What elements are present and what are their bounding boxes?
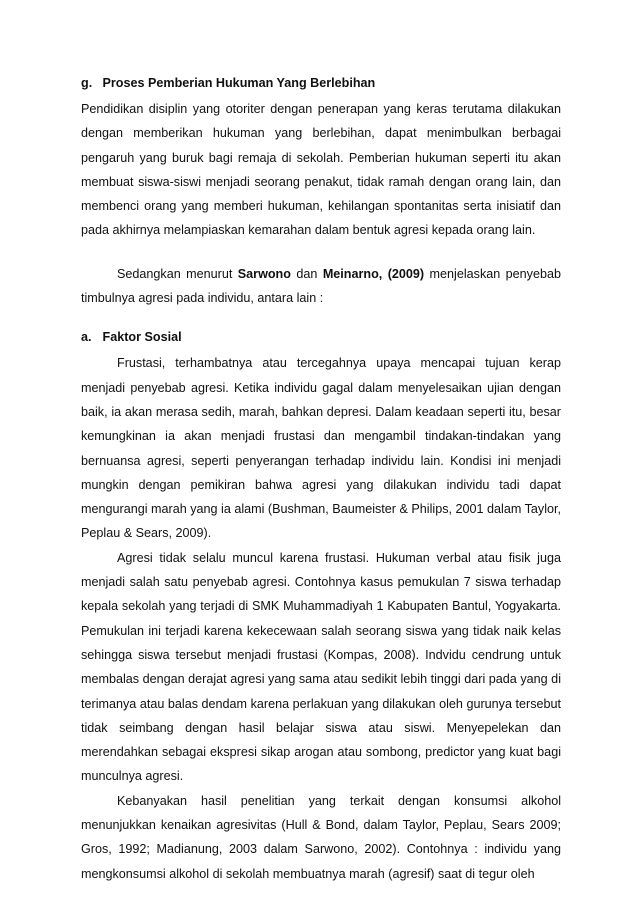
intro-author-sarwono: Sarwono xyxy=(237,266,291,281)
section-a-paragraph-2: Agresi tidak selalu muncul karena frustasi. Hukuman verbal atau fisik juga menjadi salah satu penyebab agresi. Contohnya kasus pemukulan 7 siswa terhadap kepala sekolah yang terjadi di SMK Muhammadiyah 1 Kabupaten Bantul, Yogyakarta. Pemukulan ini terjadi karena kekecewaan salah seorang siswa yang tidak naik kelas sehingga siswa tersebut menjadi frustasi (Kompas, 2008). Indvidu cendrung untuk membalas dengan derajat agresi yang sama atau sedikit lebih tinggi dari pada yang di terimanya atau balas dendam karena perlakuan yang dilakukan oleh gurunya tersebut tidak seimbang dengan hasil belajar siswa atau siswi. Menyepelekan dan merendahkan sebagai ekspresi sikap arogan atau sombong, predictor yang kuat bagi munculnya agresi. xyxy=(81,550,561,784)
intro-author-meinarno: Meinarno, (2009) xyxy=(322,266,425,281)
spacer xyxy=(81,243,561,262)
section-a-paragraph-3: Kebanyakan hasil penelitian yang terkait dengan konsumsi alkohol menunjukkan kenaikan agresivitas (Hull & Bond, dalam Taylor, Peplau, Sears 2009; Gros, 1992; Madianung, 2003 dalam Sarwono, 2002). Contohnya : individu yang mengkonsumsi alkohol di sekolah membuatnya marah (agresif) saat di tegur oleh xyxy=(81,793,561,881)
section-a-title: Faktor Sosial xyxy=(102,330,182,345)
intro-suffix: menjelaskan penyebab timbulnya agresi pada individu, antara lain : xyxy=(81,266,561,306)
document-page xyxy=(81,75,561,886)
section-a-paragraph-1: Frustasi, terhambatnya atau tercegahnya upaya mencapai tujuan kerap menjadi penyebab agresi. Ketika individu gagal dalam menyelesaikan ujian dengan baik, ia akan merasa sedih, marah, bahkan depresi. Dalam keadaan seperti itu, besar kemungkinan ia akan menjadi frustasi dan mengambil tindakan-tindakan yang bernuansa agresi, seperti penyerangan terhadap individu lain. Kondisi ini menjadi mungkin dengan pemikiran bahwa agresi yang dilakukan individu tadi dapat mengurangi marah yang ia alami (Bushman, Baumeister & Philips, 2001 dalam Taylor, Peplau & Sears, 2009). xyxy=(81,356,561,541)
intro-prefix: Sedangkan menurut xyxy=(117,266,238,281)
intro-paragraph xyxy=(81,262,561,311)
intro-connector: dan xyxy=(290,266,323,281)
section-g-paragraph: Pendidikan disiplin yang otoriter dengan penerapan yang keras terutama dilakukan dengan memberikan hukuman yang berlebihan, dapat menimbulkan berbagai pengaruh yang buruk bagi remaja di sekolah. Pemberian hukuman seperti itu akan membuat siswa-siswi menjadi seorang penakut, tidak ramah dengan orang lain, dan membenci orang yang memberi hukuman, kehilangan spontanitas serta inisiatif dan pada akhirnya melampiaskan kemarahan dalam bentuk agresi kepada orang lain. xyxy=(81,102,561,238)
spacer xyxy=(81,310,561,329)
section-g-title: Proses Pemberian Hukuman Yang Berlebihan xyxy=(102,76,376,90)
section-g-number: g. xyxy=(81,76,93,90)
section-a-number: a. xyxy=(81,330,92,345)
section-g-heading xyxy=(81,75,561,91)
section-a-heading xyxy=(81,329,561,345)
